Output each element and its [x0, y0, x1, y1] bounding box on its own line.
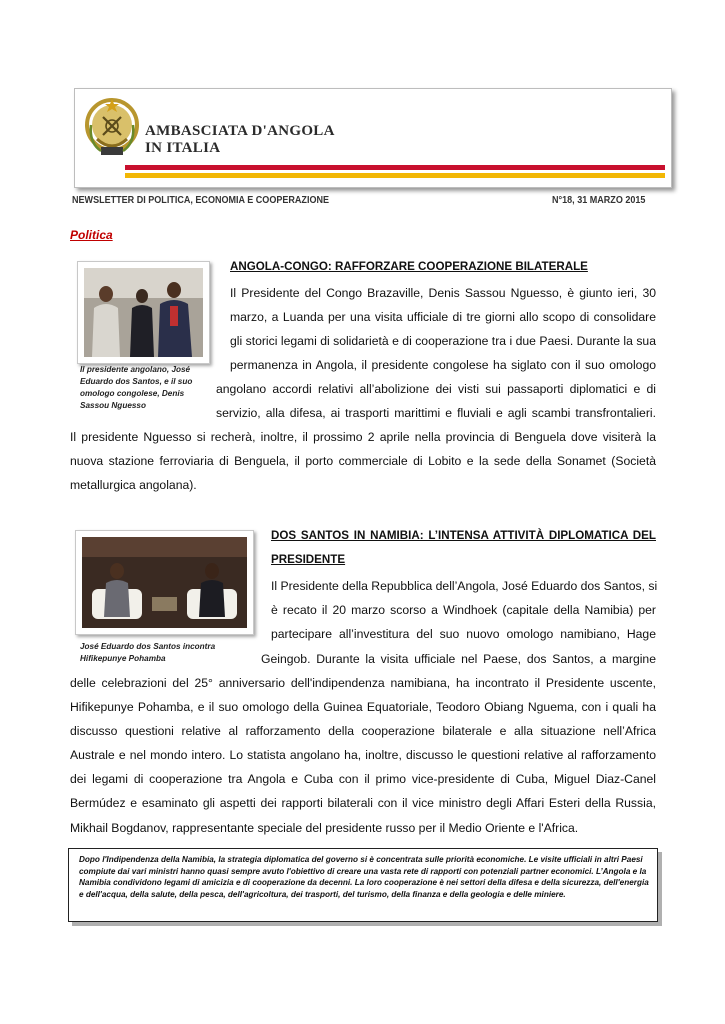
article2-line: è recato il 20 marzo scorso a Windhoek (capitale della Namibia) per	[271, 603, 656, 617]
article1-headline: ANGOLA-CONGO: RAFFORZARE COOPERAZIONE BILATERALE	[230, 260, 588, 273]
section-label: Politica	[70, 228, 113, 242]
article2-line: Australe e nel mondo intero. Lo statista angolano ha, inoltre, discusso le questioni relative al rafforzamento	[70, 748, 656, 762]
article1-line: Il presidente Nguesso si recherà, inoltre, il prossimo 2 aprile nella provincia di Benguela dove visiterà la	[70, 430, 656, 444]
photo-dos-santos-pohamba	[82, 537, 247, 628]
newsletter-issue: N°18, 31 MARZO 2015	[552, 194, 646, 206]
article2-line: dei legami di cooperazione tra Angola e Cuba con il primo vice-presidente di Cuba, Miguel Diaz-Canel	[70, 772, 656, 786]
angola-coat-of-arms-icon	[83, 95, 141, 161]
caption-line: Eduardo dos Santos, e il suo	[80, 377, 193, 386]
flag-stripes	[125, 165, 665, 178]
caption-line: José Eduardo dos Santos incontra	[80, 642, 216, 651]
info-box-text: Dopo l'Indipendenza della Namibia, la strategia diplomatica del governo si è concentrata sulle priorità economiche. Le visite ufficiali in altri Paesi compiute dai vari ministri hanno quasi sempre avuto l'obiettivo di creare una vasta rete di rapporti con potenziali partner economici. L’Angola e la Namibia condividono legami di amicizia e di cooperazione da decenni. La loro cooperazione è nei settori della difesa e della sicurezza, dell'energia e dell'acqua, della salute, della pesca, dell'agricoltura, dei trasporti, del turismo, della finanza e della geologia e delle miniere.	[79, 855, 649, 899]
article2-line: Mikhail Bogdanov, rappresentante speciale del presidente russo per il Medio Oriente e l'Africa.	[70, 821, 579, 835]
caption-line: Sassou Nguesso	[80, 401, 146, 410]
caption-line: omologo congolese, Denis	[80, 389, 185, 398]
article1-line: metallurgica angolana).	[70, 478, 197, 492]
article1-line: marzo, a Luanda per una visita ufficiale di tre giorni allo scopo di consolidare	[230, 310, 656, 324]
newsletter-title: NEWSLETTER DI POLITICA, ECONOMIA E COOPERAZIONE	[72, 194, 330, 206]
article1-line: gli storici legami di solidarietà e di cooperazione tra i due Paesi. Durante la sua	[230, 334, 656, 348]
article2-caption	[80, 641, 215, 665]
brand-line-2: IN ITALIA	[145, 140, 221, 156]
article1-line: servizio, alla difesa, ai trasporti marittimi e fluviali e agli scambi transfrontalieri.	[216, 406, 656, 420]
caption-line: Il presidente angolano, José	[80, 365, 191, 374]
article1-line: angolano accordi relativi all’abolizione dei visti sui passaporti diplomatici e di	[216, 382, 656, 396]
article2-photo	[75, 530, 254, 635]
article2-line: Bermúdez e esaminato gli aspetti dei rapporti bilaterali con il vice ministro degli Affari Esteri della Russia,	[70, 796, 656, 810]
article2-line: delle celebrazioni del 25° anniversario dell'indipendenza namibiana, ha incontrato il Presidente uscente,	[70, 676, 656, 690]
embassy-brand	[145, 123, 335, 157]
info-box	[68, 848, 658, 922]
article2-line: partecipare all’investitura del suo nuovo omologo namibiano, Hage	[271, 627, 656, 641]
article2-line: Hifikepunye Pohamba, e il suo omologo della Guinea Equatoriale, Teodoro Obiang Nguema, con i quali ha	[70, 700, 656, 714]
stripe-yellow	[125, 173, 665, 178]
caption-line: Hifikepunye Pohamba	[80, 654, 166, 663]
article2-line: Il Presidente della Repubblica dell’Angola, José Eduardo dos Santos, si	[271, 579, 658, 593]
brand-line-1: AMBASCIATA D'ANGOLA	[145, 123, 335, 139]
article1-line: Il Presidente del Congo Brazaville, Denis Sassou Nguesso, è giunto ieri, 30	[230, 286, 656, 300]
article1-photo	[77, 261, 210, 364]
header-banner	[74, 88, 672, 188]
article1-line: permanenza in Angola, il presidente congolese ha siglato con il suo omologo	[230, 358, 656, 372]
photo-presidents-meeting	[84, 268, 203, 357]
article1-line: nuova stazione ferroviaria di Benguela, il porto commerciale di Lobito e la sede della Sonamet (Società	[70, 454, 656, 468]
article2-headline-line-2: PRESIDENTE	[271, 553, 346, 566]
article1-caption	[80, 364, 192, 412]
article2-line: discusso questioni relative al rafforzamento della cooperazione bilaterale e alla situazione nell’Africa	[70, 724, 656, 738]
article2-line: Geingob. Durante la visita ufficiale nel Paese, dos Santos, a margine	[261, 652, 656, 666]
article2-headline-line-1: DOS SANTOS IN NAMIBIA: L’INTENSA ATTIVITÀ DIPLOMATICA DEL	[271, 529, 656, 542]
